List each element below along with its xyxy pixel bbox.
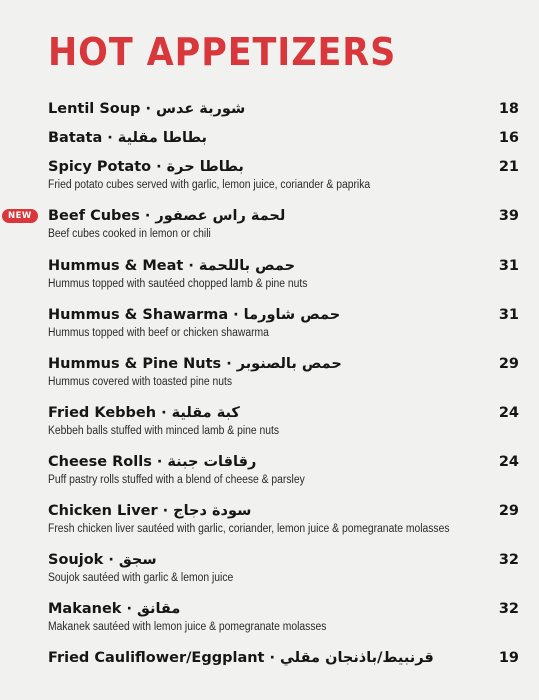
item-name-ar: قرنبيط/باذنجان مقلي <box>280 650 434 666</box>
separator: · <box>188 258 194 274</box>
item-name <box>48 549 157 571</box>
item-name-ar: كبة مقلية <box>171 405 240 421</box>
item-name <box>48 598 180 620</box>
item-description: Makanek sautéed with lemon juice & pomegranate molasses <box>48 621 327 633</box>
separator: · <box>162 503 169 519</box>
item-description: Kebbeh balls stuffed with minced lamb & pine nuts <box>48 425 280 437</box>
item-name <box>48 156 244 178</box>
item-name-en: Lentil Soup <box>48 101 141 117</box>
menu-item <box>0 500 539 535</box>
item-description: Hummus topped with sautéed chopped lamb & pine nuts <box>48 278 308 290</box>
item-name-en: Hummus & Pine Nuts <box>48 356 222 372</box>
item-name-en: Makanek <box>48 601 122 617</box>
item-price: 32 <box>498 601 519 617</box>
item-description: Fried potato cubes served with garlic, lemon juice, coriander & paprika <box>48 179 371 191</box>
item-price: 39 <box>498 208 519 224</box>
item-price: 19 <box>498 650 519 666</box>
separator: · <box>269 650 276 666</box>
item-name <box>48 98 245 120</box>
menu-item <box>0 304 539 339</box>
item-description: Hummus topped with beef or chicken shawarma <box>48 327 269 339</box>
separator: · <box>156 159 162 175</box>
item-name-en: Spicy Potato <box>48 159 152 175</box>
menu-item <box>0 205 539 240</box>
item-name <box>48 205 285 227</box>
separator: · <box>233 307 239 323</box>
menu-item <box>0 98 539 120</box>
item-name-ar: بطاطا حرة <box>166 159 244 175</box>
item-price: 29 <box>498 356 519 372</box>
item-name-ar: رقاقات جبنة <box>167 454 257 470</box>
item-name-ar: سجق <box>118 552 157 568</box>
item-name-en: Hummus & Meat <box>48 258 184 274</box>
item-name <box>48 127 207 149</box>
item-description: Fresh chicken liver sautéed with garlic, coriander, lemon juice & pomegranate molasses <box>48 523 450 535</box>
item-name-ar: مقانق <box>136 601 181 617</box>
menu-item <box>0 647 539 669</box>
item-price: 29 <box>498 503 519 519</box>
menu-item <box>0 451 539 486</box>
item-description: Hummus covered with toasted pine nuts <box>48 376 233 388</box>
menu-item <box>0 549 539 584</box>
item-name-en: Fried Kebbeh <box>48 405 157 421</box>
item-name <box>48 451 256 473</box>
separator: · <box>108 552 114 568</box>
item-description: Soujok sautéed with garlic & lemon juice <box>48 572 234 584</box>
item-name <box>48 500 251 522</box>
item-price: 21 <box>498 159 519 175</box>
item-name-en: Batata <box>48 130 103 146</box>
item-name-ar: حمص باللحمة <box>198 258 296 274</box>
item-name-ar: حمص بالصنوبر <box>236 356 342 372</box>
separator: · <box>107 130 113 146</box>
item-name <box>48 304 340 326</box>
item-name-en: Beef Cubes <box>48 208 140 224</box>
item-price: 16 <box>498 130 519 146</box>
menu-item <box>0 156 539 191</box>
item-price: 24 <box>498 454 519 470</box>
item-price: 24 <box>498 405 519 421</box>
item-name <box>48 353 342 375</box>
section-title: HOT APPETIZERS <box>48 30 397 74</box>
item-description: Puff pastry rolls stuffed with a blend of cheese & parsley <box>48 474 305 486</box>
item-name-en: Chicken Liver <box>48 503 158 519</box>
item-name-ar: حمص شاورما <box>243 307 341 323</box>
separator: · <box>126 601 132 617</box>
item-name <box>48 255 295 277</box>
item-price: 31 <box>498 258 519 274</box>
item-name-ar: بطاطا مقلية <box>117 130 208 146</box>
separator: · <box>144 208 151 224</box>
separator: · <box>156 454 163 470</box>
item-name-ar: سودة دجاج <box>173 503 252 519</box>
menu-item <box>0 598 539 633</box>
item-price: 32 <box>498 552 519 568</box>
menu-item <box>0 127 539 149</box>
separator: · <box>145 101 151 117</box>
menu-item <box>0 353 539 388</box>
item-name-en: Cheese Rolls <box>48 454 152 470</box>
item-price: 18 <box>498 101 519 117</box>
item-price: 31 <box>498 307 519 323</box>
separator: · <box>226 356 232 372</box>
menu-item <box>0 255 539 290</box>
item-name-en: Soujok <box>48 552 104 568</box>
item-name-en: Hummus & Shawarma <box>48 307 229 323</box>
item-name-ar: شوربة عدس <box>155 101 246 117</box>
item-name <box>48 402 240 424</box>
item-name-ar: لحمة راس عصفور <box>155 208 286 224</box>
item-description: Beef cubes cooked in lemon or chili <box>48 228 211 240</box>
new-badge: NEW <box>2 209 38 223</box>
menu-item <box>0 402 539 437</box>
item-name-en: Fried Cauliflower/Eggplant <box>48 650 265 666</box>
item-name <box>48 647 434 669</box>
separator: · <box>161 405 167 421</box>
